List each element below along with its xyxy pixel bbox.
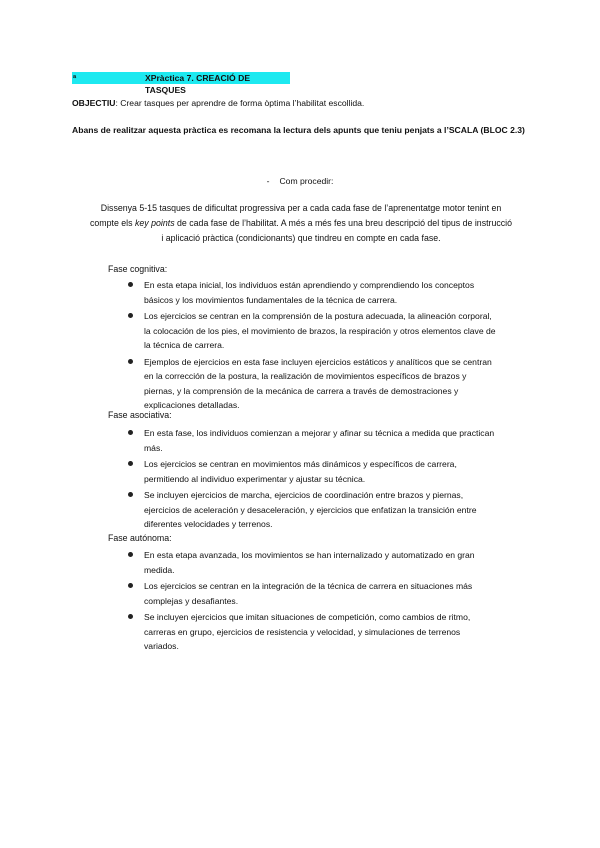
list-item [128,426,532,455]
bullet-icon [128,492,133,497]
bullet-line: en la corrección de la postura, la realización de movimientos específicos de brazos y [144,371,467,381]
description-line-1: Dissenya 5-15 tasques de dificultat progressiva per a cada cada fase de l’aprenentatge motor tenint en [100,203,502,213]
bullet-line: permitiendo al individuo experimentar y ajustar su técnica. [144,473,366,484]
bullet-icon [128,552,133,557]
list-item [128,278,532,307]
bullet-line: la colocación de los pies, el movimiento de brazos, la respiración y otros elementos clave de [144,325,496,336]
bullet-line: medida. [144,564,175,575]
procedure-dash: - [266,176,270,186]
bullet-icon [128,359,133,364]
bullet-line: Ejemplos de ejercicios en esta fase incluyen ejercicios estáticos y analíticos que se centran [144,356,492,367]
bullet-line: la técnica de carrera. [144,340,225,350]
procedure-heading-text: Com procedir: [279,176,334,186]
intro-paragraph: Abans de realitzar aquesta pràctica es recomana la lectura dels apunts que teniu penjats a l’SCALA (BLOC 2.3) [72,125,525,135]
description-line-2-suffix: de cada fase de l’habilitat. A més a més fes una breu descripció del tipus de instrucció [174,218,512,228]
bullet-line: Los ejercicios se centran en la integración de la técnica de carrera en situaciones más [144,581,473,591]
bullet-line: carreras en grupo, ejercicios de resistencia y velocidad, y simulaciones de terrenos [144,626,461,637]
bullet-icon [128,614,133,619]
bullet-line: piernas, y la comprensión de la mecánica de carrera a través de demostraciones y [144,385,459,396]
document-title: XPràctica 7. CREACIÓ DE TASQUES [145,73,251,95]
phase-cognitive-title: Fase cognitiva: [108,264,168,274]
objective-text: : Crear tasques per aprendre de forma òptima l’habilitat escollida. [115,98,365,108]
bullet-line: variados. [144,641,179,651]
bullet-icon [128,583,133,588]
phase-autonomous-list [128,548,532,656]
phase-autonomous-title: Fase autónoma: [108,533,172,543]
description-line-3: i aplicació pràctica (condicionants) que tindreu en compte en cada fase. [161,233,441,243]
title-mark: ª [73,73,77,83]
list-item [128,355,532,413]
objective-line [72,98,364,108]
list-item [128,548,532,577]
description-line-2-prefix: compte els [90,218,135,228]
bullet-line: En esta etapa avanzada, los movimientos se han internalizado y automatizado en gran [144,550,475,560]
list-item [128,610,532,654]
bullet-line: Se incluyen ejercicios de marcha, ejercicios de coordinación entre brazos y piernas, [144,490,464,500]
bullet-icon [128,461,133,466]
phase-cognitive-list [128,278,532,415]
list-item [128,309,532,353]
title-highlight [72,72,290,95]
bullet-line: Los ejercicios se centran en movimientos más dinámicos y específicos de carrera, [144,459,457,469]
list-item [128,579,532,608]
description-paragraph [72,201,530,246]
bullet-icon [128,430,133,435]
procedure-heading [0,176,600,186]
bullet-line: Se incluyen ejercicios que imitan situaciones de competición, como cambios de ritmo, [144,612,471,622]
bullet-icon [128,313,133,318]
bullet-line: explicaciones detalladas. [144,400,240,410]
list-item [128,457,532,486]
bullet-line: ejercicios de aceleración y desaceleración, y ejercicios que enfatizan la transición entre [144,504,477,515]
bullet-line: más. [144,442,163,453]
bullet-line: Los ejercicios se centran en la comprensión de la postura adecuada, la alineación corporal, [144,311,492,321]
bullet-line: En esta etapa inicial, los individuos están aprendiendo y comprendiendo los conceptos [144,280,475,290]
bullet-line: básicos y los movimientos fundamentales de la técnica de carrera. [144,294,398,305]
description-key-points: key points [134,218,175,228]
objective-label: OBJECTIU [72,98,116,108]
bullet-line: complejas y desafiantes. [144,595,239,606]
description-line-2 [72,216,530,231]
phase-associative-list [128,426,532,534]
phase-associative-title: Fase asociativa: [108,410,172,420]
list-item [128,488,532,532]
bullet-line: diferentes velocidades y terrenos. [144,519,273,529]
bullet-line: En esta fase, los individuos comienzan a mejorar y afinar su técnica a medida que practican [144,428,495,438]
bullet-icon [128,282,133,287]
